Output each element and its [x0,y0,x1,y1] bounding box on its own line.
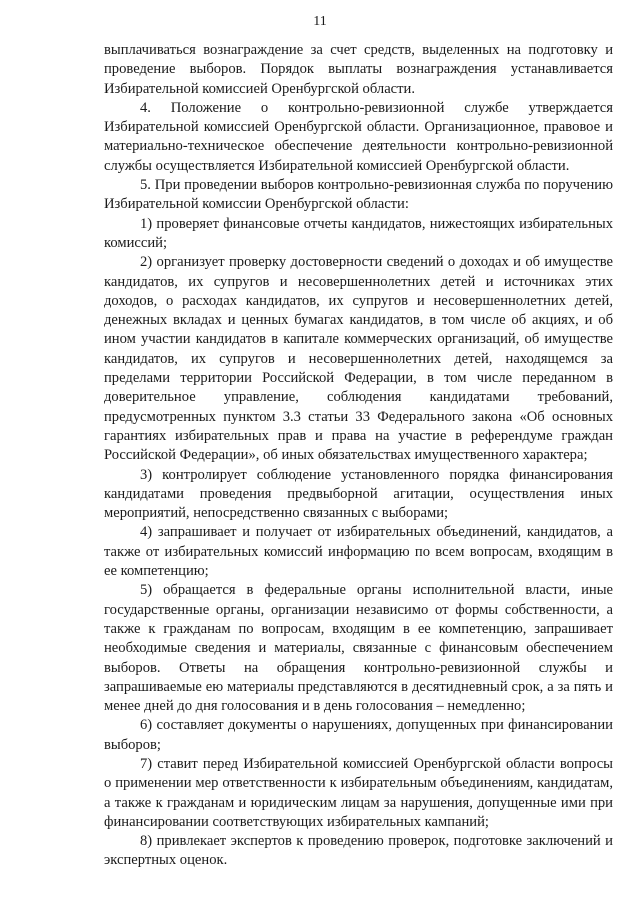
paragraph: выплачиваться вознаграждение за счет средств, выделенных на подготовку и проведение выборов. Порядок выплаты вознаграждения устанавливается Избирательной комиссией Оренбургской области. [104,42,613,97]
paragraph: 2) организует проверку достоверности сведений о доходах и об имуществе кандидатов, их супругов и несовершеннолетних детей и источниках этих доходов, о расходах кандидатов, их супругов и несовершеннолетних детей, денежных вкладах и ценных бумагах кандидатов, в том числе об акциях, и об ином участии кандидатов в капитале коммерческих организаций, об имуществе кандидатов, их супругов и несовершеннолетних детей, находящемся за пределами территории Российской Федерации, в том числе переданном в доверительное управление, соблюдения кандидатами требований, предусмотренных пунктом 3.3 статьи 33 Федерального закона «Об основных гарантиях избирательных прав и права на участие в референдуме граждан Российской Федерации», об иных обязательствах имущественного характера; [104,254,613,464]
paragraph: 8) привлекает экспертов к проведению проверок, подготовке заключений и экспертных оценок. [104,833,613,869]
paragraph: 7) ставит перед Избирательной комиссией Оренбургской области вопросы о применении мер ответственности к избирательным объединениям, кандидатам, а также к гражданам и юридическим лицам за нарушения, допущенные ими при финансировании соответствующих избирательных кампаний; [104,755,613,830]
paragraph: 6) составляет документы о нарушениях, допущенных при финансировании выборов; [104,717,613,753]
paragraph: 4. Положение о контрольно-ревизионной службе утверждается Избирательной комиссией Оренбургской области. Организационное, правовое и материально-техническое обеспечение деятельности контрольно-ревизионной службы осуществляется Избирательной комиссией Оренбургской области. [104,99,613,174]
paragraph: 5) обращается в федеральные органы исполнительной власти, иные государственные органы, организации независимо от формы собственности, а также к гражданам по вопросам, входящим в ее компетенцию, запрашивает необходимые сведения и материалы, связанные с финансовым обеспечением выборов. Ответы на обращения контрольно-ревизионной службы и запрашиваемые ею материалы представляются в десятидневный срок, а за пять и менее дней до дня голосования и в день голосования – немедленно; [104,582,613,715]
paragraph: 1) проверяет финансовые отчеты кандидатов, нижестоящих избирательных комиссий; [104,215,613,251]
paragraph: 4) запрашивает и получает от избирательных объединений, кандидатов, а также от избирательных комиссий информацию по всем вопросам, входящим в ее компетенцию; [104,524,613,580]
document-body [104,41,613,871]
paragraph: 5. При проведении выборов контрольно-ревизионная служба по поручению Избирательной комиссии Оренбургской области: [104,177,613,213]
page-number: 11 [313,14,327,29]
paragraph: 3) контролирует соблюдение установленного порядка финансирования кандидатами проведения предвыборной агитации, осуществления иных мероприятий, непосредственно связанных с выборами; [104,466,613,522]
